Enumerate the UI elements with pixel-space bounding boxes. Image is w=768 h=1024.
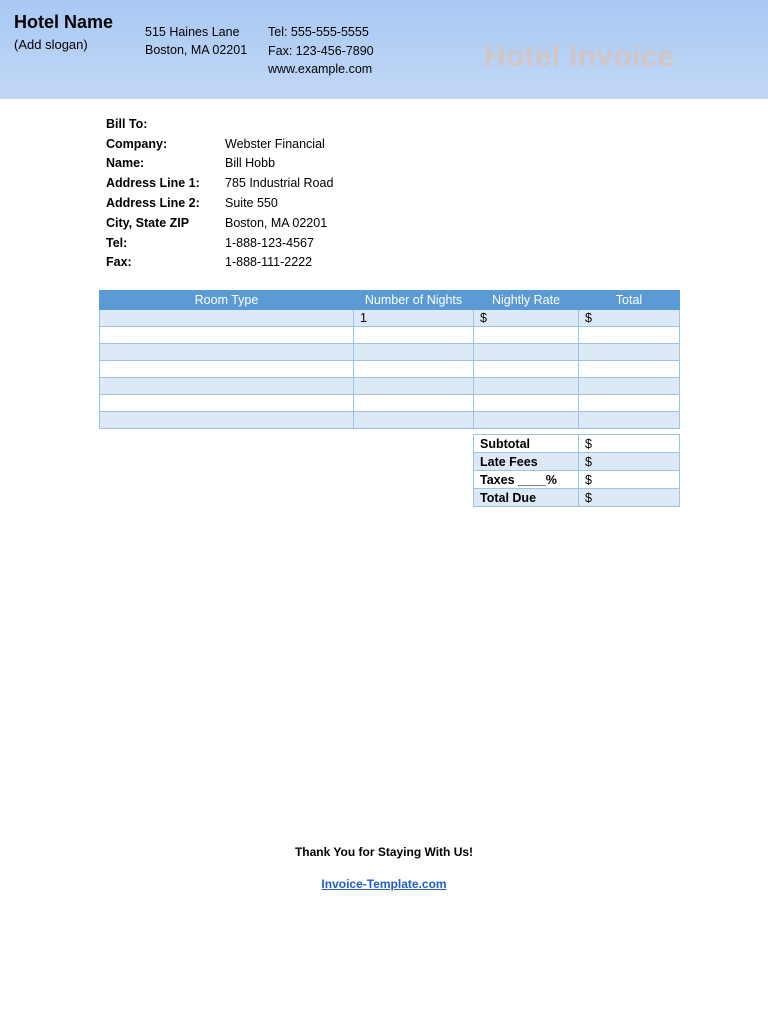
bill-to-label: Address Line 2:	[106, 196, 200, 211]
column-header-total: Total	[579, 291, 680, 310]
taxes-label: Taxes ____%	[474, 471, 579, 489]
column-header-nights: Number of Nights	[354, 291, 474, 310]
bill-to-value: Bill Hobb	[225, 156, 276, 171]
late-fees-value[interactable]: $	[579, 453, 680, 471]
bill-to-value: Webster Financial	[225, 136, 325, 151]
cell-nights[interactable]: 1	[354, 310, 474, 327]
cell-rate[interactable]	[474, 327, 579, 344]
cell-nights[interactable]	[354, 395, 474, 412]
table-header-row	[100, 291, 680, 310]
cell-room-type[interactable]	[100, 344, 354, 361]
totals-row-taxes	[474, 471, 680, 489]
column-header-rate: Nightly Rate	[474, 291, 579, 310]
bill-to-row	[106, 233, 333, 253]
table-row	[100, 395, 680, 412]
cell-rate[interactable]	[474, 361, 579, 378]
cell-nights[interactable]	[354, 361, 474, 378]
bill-to-label: Address Line 1:	[106, 176, 200, 191]
table-row	[100, 327, 680, 344]
total-due-value[interactable]: $	[579, 489, 680, 507]
cell-room-type[interactable]	[100, 361, 354, 378]
bill-to-row	[106, 253, 333, 273]
bill-to-label: Fax:	[106, 255, 132, 270]
cell-rate[interactable]: $	[474, 310, 579, 327]
hotel-address	[145, 23, 247, 59]
table-row	[100, 378, 680, 395]
totals-row-total-due	[474, 489, 680, 507]
hotel-website: www.example.com	[268, 62, 373, 76]
totals-row-subtotal	[474, 435, 680, 453]
bill-to-value: Boston, MA 02201	[225, 215, 328, 230]
cell-rate[interactable]	[474, 395, 579, 412]
footer-link-wrap	[0, 877, 768, 891]
cell-nights[interactable]	[354, 412, 474, 429]
bill-to-label: Tel:	[106, 235, 128, 250]
bill-to-label: Company:	[106, 136, 168, 151]
cell-total[interactable]	[579, 361, 680, 378]
address-line-1: 515 Haines Lane	[145, 25, 240, 39]
table-row	[100, 361, 680, 378]
hotel-slogan: (Add slogan)	[14, 37, 88, 52]
cell-total[interactable]	[579, 395, 680, 412]
address-line-2: Boston, MA 02201	[145, 43, 248, 57]
bill-to-heading: Bill To:	[106, 116, 148, 131]
invoice-title: Hotel Invoice	[484, 40, 675, 73]
bill-to-value: Suite 550	[225, 196, 278, 211]
cell-room-type[interactable]	[100, 327, 354, 344]
bill-to-label: City, State ZIP	[106, 215, 190, 230]
cell-nights[interactable]	[354, 378, 474, 395]
cell-total[interactable]	[579, 327, 680, 344]
cell-total[interactable]	[579, 412, 680, 429]
bill-to-value: 1-888-123-4567	[225, 235, 314, 250]
hotel-tel: Tel: 555-555-5555	[268, 25, 369, 39]
cell-rate[interactable]	[474, 412, 579, 429]
table-row	[100, 344, 680, 361]
cell-room-type[interactable]	[100, 412, 354, 429]
cell-rate[interactable]	[474, 344, 579, 361]
thank-you-note: Thank You for Staying With Us!	[294, 845, 474, 859]
bill-to-heading-row	[106, 114, 333, 134]
cell-total[interactable]	[579, 344, 680, 361]
hotel-fax: Fax: 123-456-7890	[268, 43, 374, 58]
bill-to-row	[106, 154, 333, 174]
subtotal-label: Subtotal	[474, 435, 579, 453]
table-row	[100, 412, 680, 429]
totals-row-late-fees	[474, 453, 680, 471]
invoice-header	[0, 0, 768, 99]
cell-total[interactable]	[579, 378, 680, 395]
cell-rate[interactable]	[474, 378, 579, 395]
bill-to-row	[106, 213, 333, 233]
cell-room-type[interactable]	[100, 395, 354, 412]
cell-room-type[interactable]	[100, 310, 354, 327]
bill-to-row	[106, 173, 333, 193]
bill-to-label: Name:	[106, 156, 145, 171]
cell-nights[interactable]	[354, 344, 474, 361]
column-header-room-type: Room Type	[100, 291, 354, 310]
subtotal-value[interactable]: $	[579, 435, 680, 453]
bill-to-value: 1-888-111-2222	[225, 255, 313, 270]
taxes-value[interactable]: $	[579, 471, 680, 489]
cell-nights[interactable]	[354, 327, 474, 344]
late-fees-label: Late Fees	[474, 453, 579, 471]
cell-total[interactable]: $	[579, 310, 680, 327]
bill-to-row	[106, 193, 333, 213]
hotel-name: Hotel Name	[14, 12, 114, 32]
totals-table	[473, 434, 680, 507]
room-charges-table	[99, 290, 680, 429]
table-row	[100, 310, 680, 327]
invoice-template-link[interactable]: Invoice-Template.com	[321, 877, 447, 891]
cell-room-type[interactable]	[100, 378, 354, 395]
bill-to-value: 785 Industrial Road	[225, 176, 334, 191]
bill-to-section	[106, 114, 333, 272]
hotel-contact	[268, 23, 374, 79]
bill-to-row	[106, 134, 333, 154]
total-due-label: Total Due	[474, 489, 579, 507]
